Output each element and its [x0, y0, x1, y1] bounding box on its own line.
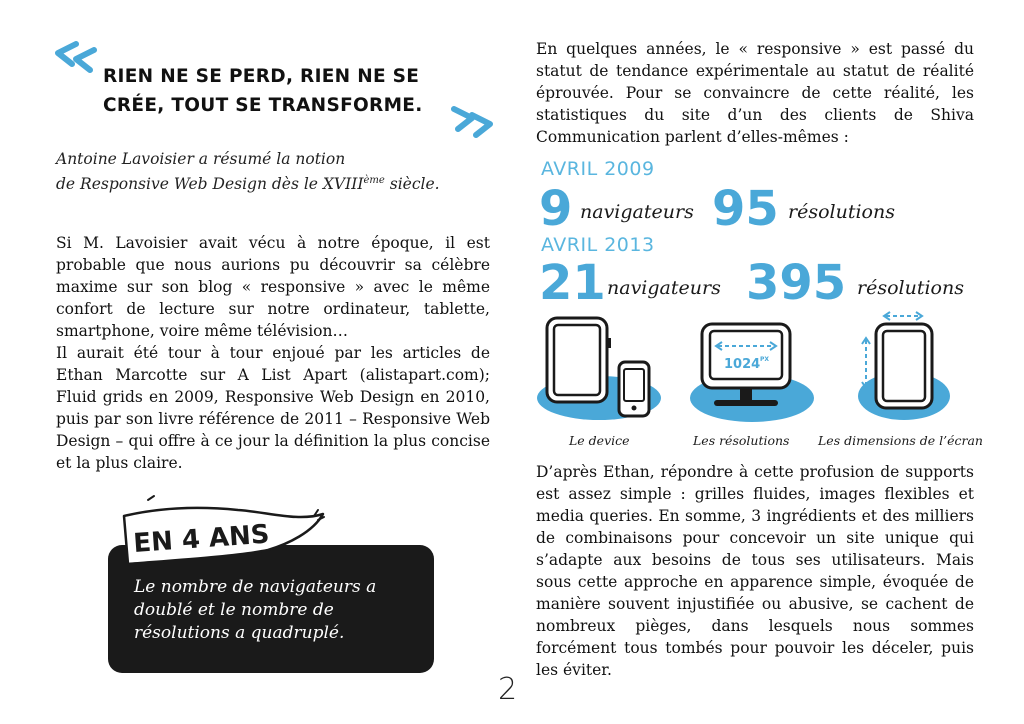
monitor-resolution-unit: PX	[760, 356, 770, 363]
subtitle-line-1: Antoine Lavoisier a résumé la notion	[56, 150, 346, 168]
right-conclusion-text	[536, 461, 974, 681]
left-body-text	[56, 232, 490, 474]
left-paragraph-1: Si M. Lavoisier avait vécu à notre époque, il est probable que nous aurions pu découvrir sa célèbre maxime sur son blog « responsive » avec le même confort de lecture sur notre ordinateur, tablette, smartphone, voire même télévision…	[56, 234, 490, 340]
headline-line-1: RIEN NE SE PERD, RIEN NE SE	[103, 66, 420, 87]
banner-ribbon	[118, 492, 328, 572]
headline	[103, 62, 503, 120]
stat-resolutions-word-2013: résolutions	[857, 277, 964, 299]
icon-caption-resolutions: Les résolutions	[693, 433, 790, 448]
devices-icon	[535, 312, 665, 424]
subtitle	[56, 148, 496, 195]
stat-label-2009: AVRIL 2009	[541, 158, 655, 180]
callout-text	[134, 576, 424, 645]
right-paragraph: D’après Ethan, répondre à cette profusion de supports est assez simple : grilles fluides, images flexibles et media queries. En somme, 3 ingrédients et des milliers de combinaisons pour concevoir un site unique qui s’adapte aux besoins de tous ses utilisateurs. Mais sous cette approche en apparence simple, évoquée de manière souvent injustifiée ou abusive, se cachent de nombreux pièges, dans lesquels nous sommes forcément tous tombés pour pouvoir les déceler, puis les éviter.	[536, 463, 974, 679]
icon-caption-device: Le device	[569, 433, 630, 448]
right-intro-text: En quelques années, le « responsive » est passé du statut de tendance expérimentale au statut de réalité éprouvée. Pour se convaincre de cette réalité, les statistiques du site d’un des clients de Shiva Communication parlent d’elles-mêmes :	[536, 40, 974, 146]
callout-line-3: résolutions a quadruplé.	[134, 623, 345, 643]
banner-text: EN 4 ANS	[132, 519, 271, 559]
open-quote-icon	[50, 40, 105, 80]
stat-resolutions-2013: 395	[746, 255, 847, 311]
stat-resolutions-word-2009: résolutions	[788, 201, 895, 223]
icon-caption-screen-dimensions: Les dimensions de l’écran	[818, 433, 983, 448]
monitor-resolution-text: 1024	[724, 357, 761, 372]
callout-line-1: Le nombre de navigateurs a	[134, 577, 377, 597]
stat-browsers-2013: 21	[539, 255, 606, 311]
stat-resolutions-2009: 95	[712, 181, 779, 237]
subtitle-line-2: de Responsive Web Design dès le XVIIIème siècle.	[56, 175, 440, 194]
screen-dimensions-icon	[848, 306, 958, 424]
stat-label-2013: AVRIL 2013	[541, 234, 655, 256]
stat-browsers-word-2013: navigateurs	[607, 277, 721, 299]
monitor-icon	[688, 318, 816, 426]
stat-browsers-word-2009: navigateurs	[580, 201, 694, 223]
headline-line-2: CRÉE, TOUT SE TRANSFORME.	[103, 95, 423, 116]
callout-line-2: doublé et le nombre de	[134, 600, 334, 620]
stat-browsers-2009: 9	[539, 181, 573, 237]
left-paragraph-2: Il aurait été tour à tour enjoué par les articles de Ethan Marcotte sur A List Apart (alistapart.com); Fluid grids en 2009, Responsive Web Design en 2010, puis par son livre référence de 2011 – Responsive Web Design – qui offre à ce jour la définition la plus concise et la plus claire.	[56, 344, 490, 472]
page-number: 2	[498, 672, 518, 707]
